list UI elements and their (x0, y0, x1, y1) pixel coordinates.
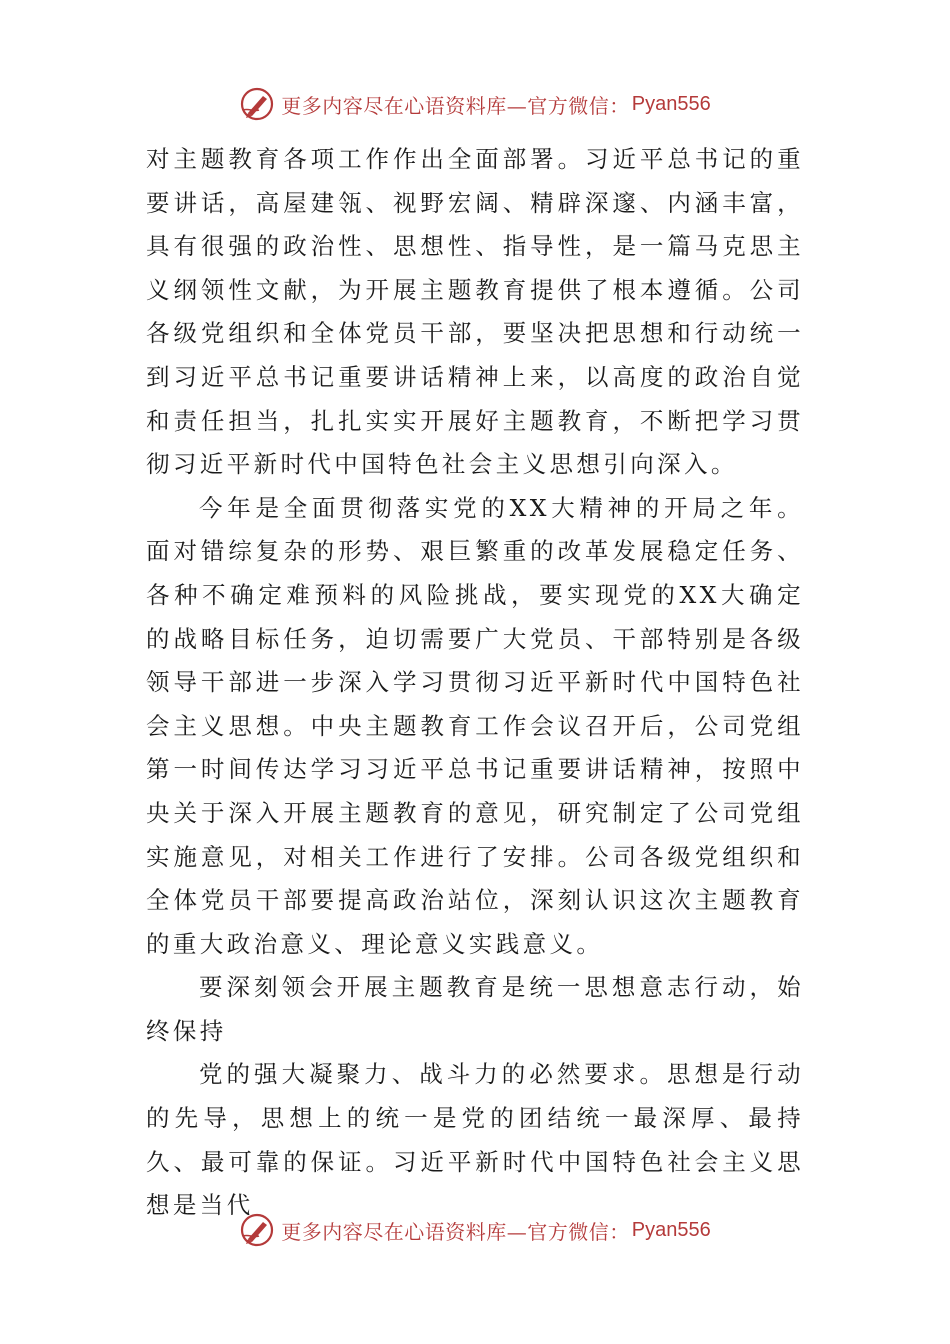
header-banner (0, 82, 950, 126)
footer-banner (0, 1208, 950, 1252)
paragraph-3: 要深刻领会开展主题教育是统一思想意志行动，始终保持 (146, 973, 804, 1045)
pen-logo-icon (239, 86, 275, 122)
paragraph-1: 对主题教育各项工作作出全面部署。习近平总书记的重要讲话，高屋建瓴、视野宏阔、精辟深邃、内涵丰富，具有很强的政治性、思想性、指导性，是一篇马克思主义纲领性文献，为开展主题教育提供了根本遵循。公司各级党组织和全体党员干部，要坚决把思想和行动统一到习近平总书记重要讲话精神上来，以高度的政治自觉和责任担当，扎扎实实开展好主题教育，不断把学习贯彻习近平新时代中国特色社会主义思想引向深入。 (146, 145, 804, 479)
pen-logo-icon (239, 1212, 275, 1248)
footer-wechat-id: Pyan556 (631, 1218, 711, 1241)
paragraph-4: 党的强大凝聚力、战斗力的必然要求。思想是行动的先导，思想上的统一是党的团结统一最深厚、最持久、最可靠的保证。习近平新时代中国特色社会主义思想是当代 (146, 1060, 804, 1220)
paragraph-2: 今年是全面贯彻落实党的XX大精神的开局之年。面对错综复杂的形势、艰巨繁重的改革发展稳定任务、各种不确定难预料的风险挑战，要实现党的XX大确定的战略目标任务，迫切需要广大党员、干部特别是各级领导干部进一步深入学习贯彻习近平新时代中国特色社会主义思想。中央主题教育工作会议召开后，公司党组第一时间传达学习习近平总书记重要讲话精神，按照中央关于深入开展主题教育的意见，研究制定了公司党组实施意见，对相关工作进行了安排。公司各级党组织和全体党员干部要提高政治站位，深刻认识这次主题教育的重大政治意义、理论意义实践意义。 (146, 493, 804, 958)
footer-banner-text: 更多内容尽在心语资料库—官方微信： (281, 1219, 630, 1244)
document-body (146, 138, 804, 1228)
header-wechat-id: Pyan556 (631, 92, 711, 115)
header-banner-text: 更多内容尽在心语资料库—官方微信： (281, 93, 630, 118)
